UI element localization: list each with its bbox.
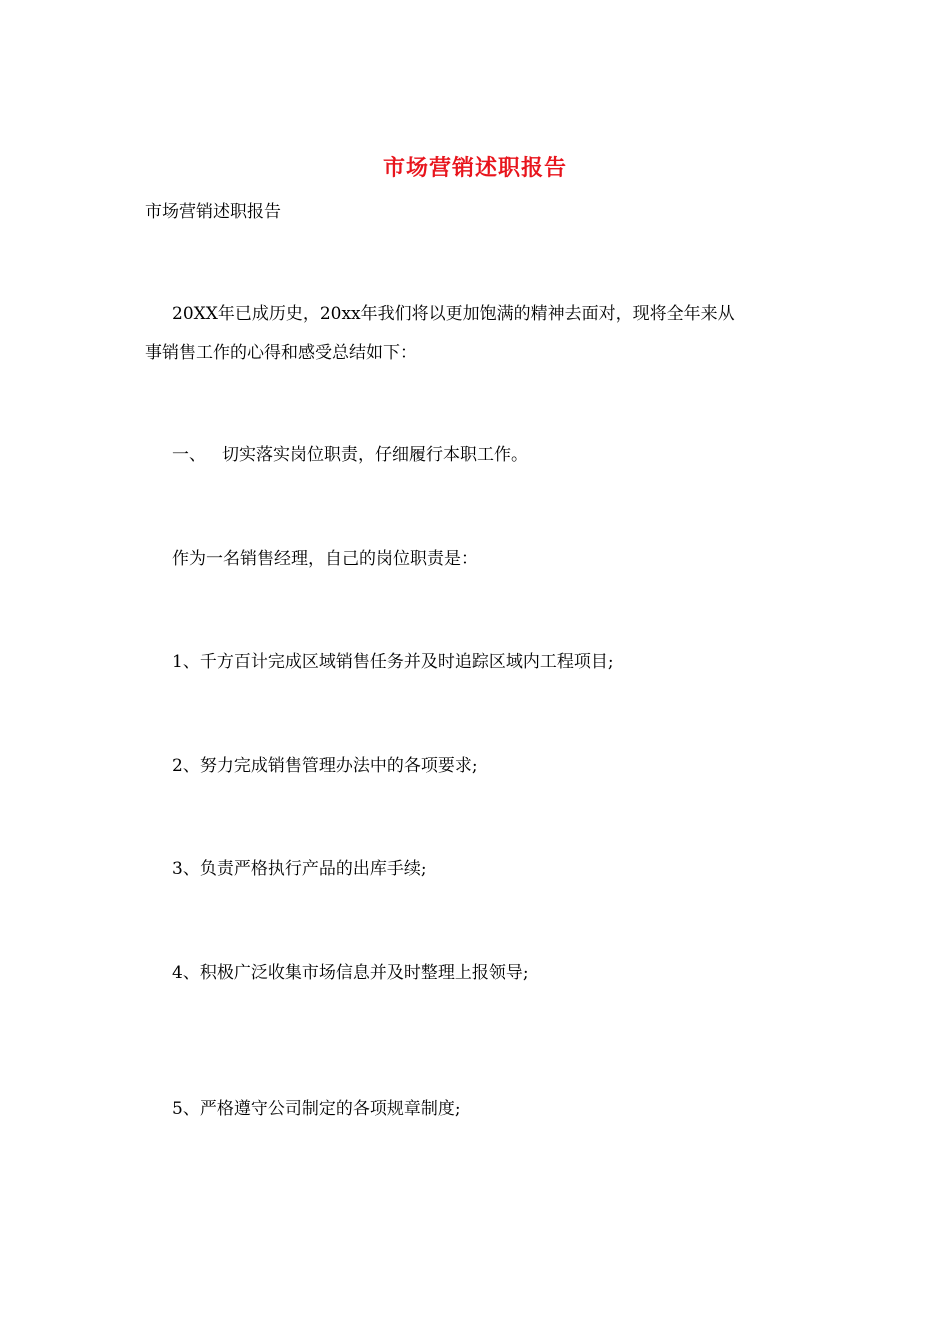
duty-list-item: 1、千方百计完成区域销售任务并及时追踪区域内工程项目; <box>172 652 614 672</box>
duty-list-item: 2、努力完成销售管理办法中的各项要求; <box>172 756 478 776</box>
duty-list-item: 3、负责严格执行产品的出库手续; <box>172 859 427 879</box>
section-heading-text: 切实落实岗位职责，仔细履行本职工作。 <box>222 445 528 465</box>
document-title: 市场营销述职报告 <box>382 155 567 181</box>
duty-list-item: 4、积极广泛收集市场信息并及时整理上报领导; <box>172 963 529 983</box>
intro-paragraph-line-1: 20XX年已成历史，20xx年我们将以更加饱满的精神去面对，现将全年来从 <box>172 304 735 324</box>
section-number: 一、 <box>172 445 206 465</box>
duty-intro-paragraph: 作为一名销售经理，自己的岗位职责是： <box>172 549 478 569</box>
duty-list-item: 5、严格遵守公司制定的各项规章制度; <box>172 1099 461 1119</box>
intro-paragraph-line-2: 事销售工作的心得和感受总结如下： <box>145 343 417 363</box>
document-subtitle: 市场营销述职报告 <box>145 202 281 222</box>
section-heading-1 <box>172 443 528 467</box>
